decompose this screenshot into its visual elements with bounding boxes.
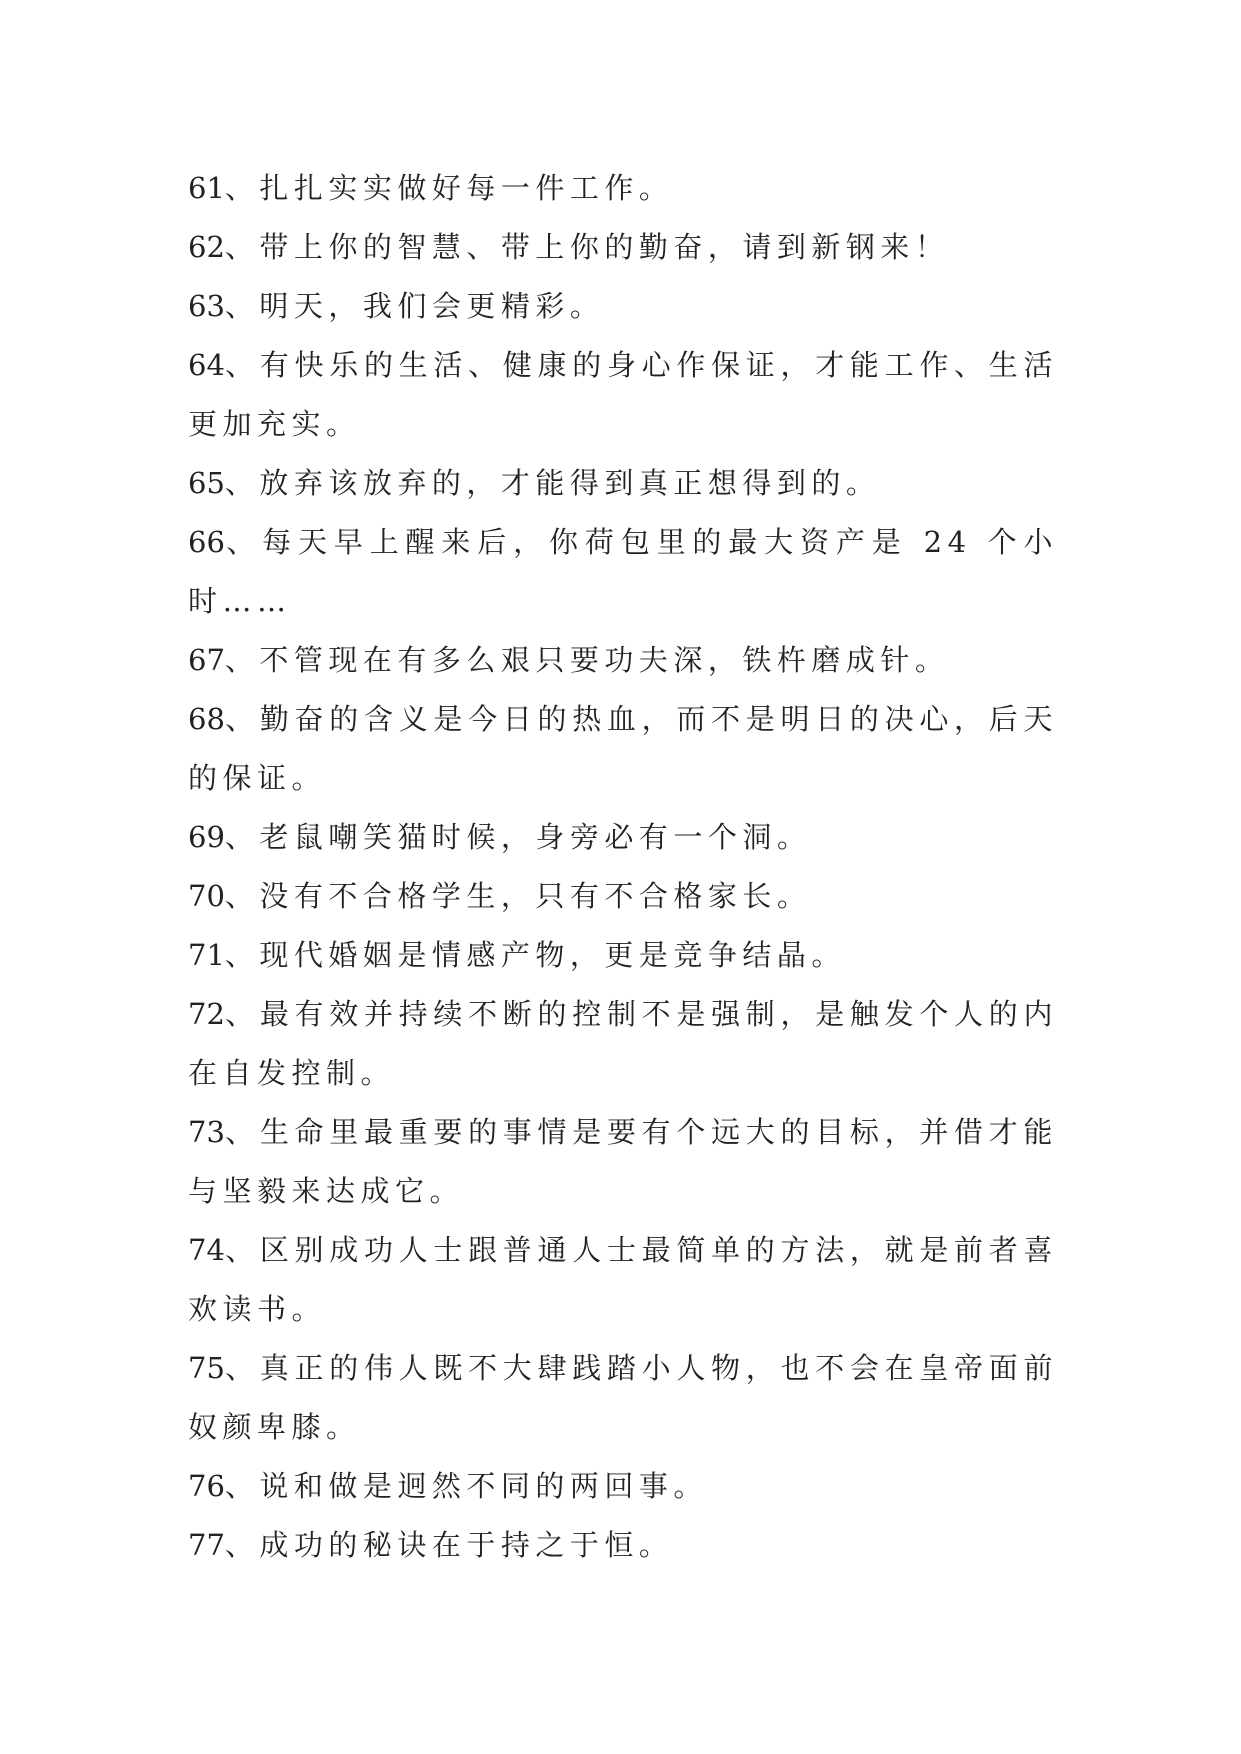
item-text: 、成功的秘诀在于持之于恒。 xyxy=(224,1528,674,1562)
list-item xyxy=(188,631,1058,690)
list-item xyxy=(188,454,1058,513)
item-text: 、老鼠嘲笑猫时候，身旁必有一个洞。 xyxy=(224,820,812,854)
list-item xyxy=(188,867,1058,926)
item-text: 、真正的伟人既不大肆践踏小人物，也不会在皇帝面前奴颜卑膝。 xyxy=(188,1351,1058,1444)
list-item xyxy=(188,1516,1058,1575)
list-item xyxy=(188,1339,1058,1457)
item-text: 、带上你的智慧、带上你的勤奋，请到新钢来！ xyxy=(224,230,950,264)
item-number: 75 xyxy=(188,1351,225,1385)
list-item xyxy=(188,218,1058,277)
list-item xyxy=(188,277,1058,336)
item-number: 70 xyxy=(188,879,225,913)
item-number: 67 xyxy=(188,643,225,677)
item-text: 、勤奋的含义是今日的热血，而不是明日的决心，后天的保证。 xyxy=(188,702,1058,795)
item-number: 74 xyxy=(188,1233,225,1267)
item-number: 72 xyxy=(188,997,225,1031)
item-text: 、最有效并持续不断的控制不是强制，是触发个人的内在自发控制。 xyxy=(188,997,1058,1090)
item-number: 64 xyxy=(188,348,225,382)
item-number: 69 xyxy=(188,820,225,854)
item-text: 、每天早上醒来后，你荷包里的最大资产是 24 个小时…… xyxy=(188,525,1058,618)
item-text: 、说和做是迥然不同的两回事。 xyxy=(224,1469,708,1503)
item-number: 73 xyxy=(188,1115,225,1149)
list-item xyxy=(188,159,1058,218)
item-number: 77 xyxy=(188,1528,225,1562)
item-number: 76 xyxy=(188,1469,225,1503)
list-item xyxy=(188,1103,1058,1221)
item-number: 63 xyxy=(188,289,225,323)
item-number: 62 xyxy=(188,230,225,264)
list-item xyxy=(188,808,1058,867)
quote-list xyxy=(188,159,1058,1575)
item-text: 、区别成功人士跟普通人士最简单的方法，就是前者喜欢读书。 xyxy=(188,1233,1058,1326)
list-item xyxy=(188,1457,1058,1516)
item-number: 68 xyxy=(188,702,225,736)
item-text: 、扎扎实实做好每一件工作。 xyxy=(224,171,674,205)
list-item xyxy=(188,690,1058,808)
item-number: 71 xyxy=(188,938,225,972)
item-text: 、不管现在有多么艰只要功夫深，铁杵磨成针。 xyxy=(224,643,950,677)
item-text: 、明天，我们会更精彩。 xyxy=(224,289,605,323)
list-item xyxy=(188,926,1058,985)
item-text: 、生命里最重要的事情是要有个远大的目标，并借才能与坚毅来达成它。 xyxy=(188,1115,1058,1208)
list-item xyxy=(188,985,1058,1103)
item-number: 66 xyxy=(188,525,225,559)
item-text: 、现代婚姻是情感产物，更是竞争结晶。 xyxy=(224,938,846,972)
item-text: 、放弃该放弃的，才能得到真正想得到的。 xyxy=(224,466,881,500)
list-item xyxy=(188,336,1058,454)
list-item xyxy=(188,1221,1058,1339)
item-number: 65 xyxy=(188,466,225,500)
item-number: 61 xyxy=(188,171,225,205)
item-text: 、没有不合格学生，只有不合格家长。 xyxy=(224,879,812,913)
item-text: 、有快乐的生活、健康的身心作保证，才能工作、生活更加充实。 xyxy=(188,348,1058,441)
list-item xyxy=(188,513,1058,631)
